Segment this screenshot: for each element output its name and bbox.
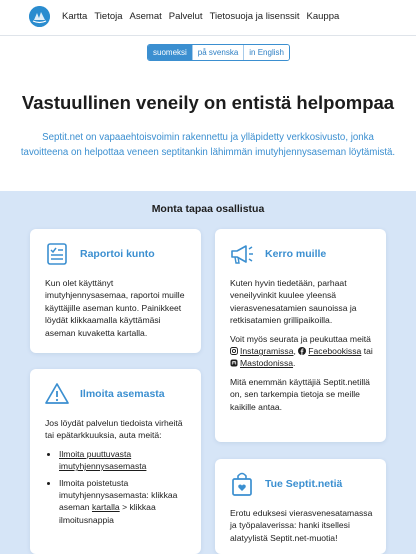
follow-prefix: Voit myös seurata ja peukuttaa meitä [230, 333, 371, 344]
card-tell-body3: Mitä enemmän käyttäjiä Septit.netillä on, sen tarkempia tietoja se meille kaikille antaa. [230, 376, 370, 412]
facebook-icon [298, 347, 306, 355]
card-report [30, 229, 201, 353]
nav-item-kauppa[interactable]: Kauppa [306, 11, 340, 22]
nav-item-palvelut[interactable]: Palvelut [168, 11, 203, 22]
announce-item2-prefix: Ilmoita poistetusta imutyhjennysasemasta: klikkaa aseman [59, 477, 178, 513]
card-report-title: Raportoi kunto [80, 248, 155, 260]
nav-item-asemat[interactable]: Asemat [129, 11, 162, 22]
nav-item-tietoja[interactable]: Tietoja [94, 11, 123, 22]
card-announce [30, 369, 201, 554]
map-link[interactable]: kartalla [91, 502, 120, 513]
card-support-body: Erotu eduksesi vierasvenesatamassa ja työpalaverissa: hanki itsellesi alatyylistä Septit.net-muotia! [230, 508, 373, 543]
report-missing-station-link[interactable]: Ilmoita puuttuvasta imutyhjennysasemasta [59, 448, 147, 472]
facebook-link[interactable]: Facebookissa [308, 346, 362, 357]
announce-list [45, 448, 193, 526]
lang-swedish[interactable]: på svenska [192, 45, 243, 60]
mastodon-link[interactable]: Mastodonissa [240, 358, 294, 369]
card-announce-title: Ilmoita asemasta [80, 388, 165, 400]
megaphone-icon [229, 241, 255, 267]
hero-title: Vastuullinen veneily on entistä helpompaa [21, 92, 395, 113]
list-item [59, 448, 193, 473]
instagram-link[interactable]: Instagramissa [240, 346, 294, 357]
hero-subtitle: Septit.net on vapaaehtoisvoimin rakennettu ja ylläpidetty verkkosivusto, jonka tavoitteena on helpottaa veneen septitankin lähimmän imutyhjennysaseman löytämistä. [20, 132, 396, 158]
card-tell-title: Kerro muille [265, 248, 327, 260]
list-item [59, 477, 193, 527]
mastodon-icon [230, 359, 238, 367]
navbar-divider [0, 35, 416, 36]
nav-item-kartta[interactable]: Kartta [62, 11, 88, 22]
language-switcher [147, 44, 290, 61]
navbar [0, 0, 416, 36]
card-support-title: Tue Septit.netiä [265, 478, 343, 490]
and-word: tai [363, 346, 373, 357]
card-tell [215, 229, 386, 442]
logo-icon [29, 6, 50, 27]
warning-icon [44, 381, 70, 407]
card-report-body: Kun olet käyttänyt imutyhjennysasemaa, raportoi muille käyttäjille aseman kunto. Painikkeet löydät klikkaamalla käyttämäsi aseman kuvaketta kartalla. [45, 278, 185, 338]
follow-period: . [293, 358, 296, 369]
shopping-bag-heart-icon [229, 471, 255, 497]
checklist-icon [44, 241, 70, 267]
announce-item2-suffix: > klikkaa ilmoitusnappia [59, 502, 156, 525]
nav-item-tietosuoja[interactable]: Tietosuoja ja lisenssit [209, 11, 300, 22]
lang-english[interactable]: in English [243, 45, 289, 60]
card-tell-body1: Kuten hyvin tiedetään, parhaat veneilyvinkit kuulee yleensä vierasvenesatamien saunoissa ja retkisatamien grillipaikoilla. [230, 278, 357, 326]
card-tell-follow: Voit myös seurata ja peukuttaa meitä Instagramissa, Facebookissa tai Mastodonissa. [230, 333, 373, 369]
site-logo[interactable] [29, 6, 50, 27]
card-announce-intro: Jos löydät palvelun tiedoista virheitä tai epätarkkuuksia, auta meitä: [45, 418, 183, 441]
card-support [215, 459, 386, 554]
section-title: Monta tapaa osallistua [151, 203, 265, 215]
instagram-icon [230, 347, 238, 355]
lang-finnish[interactable]: suomeksi [148, 45, 192, 60]
main-nav [62, 11, 346, 22]
